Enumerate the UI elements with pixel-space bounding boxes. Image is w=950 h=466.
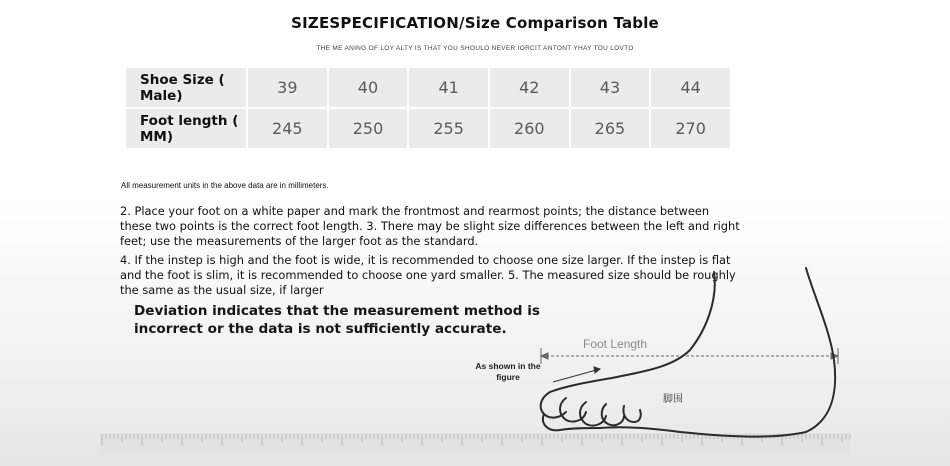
page-title: SIZESPECIFICATION/Size Comparison Table [291,14,659,32]
table-cell: 44 [650,67,731,108]
table-cell: 41 [408,67,489,108]
instruction-paragraph-2-3: 2. Place your foot on a white paper and mark the frontmost and rearmost points; the distance between these two points is the correct foot length. 3. There may be slight size differences between the left and right feet; use the measurements of the larger foot as the standard. [120,204,740,249]
table-cell: 39 [247,67,328,108]
table-cell: 255 [408,108,489,149]
table-cell: 265 [570,108,651,149]
foot-outline-icon [541,268,836,437]
pointer-arrow [553,367,600,382]
foot-girth-label: 脚围 [663,394,683,405]
instruction-paragraph-4-5: 4. If the instep is high and the foot is wide, it is recommended to choose one size larger. If the instep is flat and the foot is slim, it is recommended to choose one yard smaller. 5. The measured size should be roughly the same as the usual size, if larger [120,253,736,298]
table-cell: 250 [328,108,409,149]
page-subtitle: THE ME ANING OF LOY ALTY IS THAT YOU SHOULO NEVER IORCIT ANTONT YHAY TOU LOVTO [316,45,634,52]
row-label-shoe-size: Shoe Size ( Male) [125,67,247,108]
table-cell: 40 [328,67,409,108]
table-cell: 245 [247,108,328,149]
foot-length-label: Foot Length [583,337,648,351]
deviation-note: Deviation indicates that the measurement method is incorrect or the data is not sufficiently accurate. [134,303,540,337]
as-shown-label: As shown in the figure [475,361,541,382]
table-cell: 270 [650,108,731,149]
table-cell: 260 [489,108,570,149]
table-cell: 42 [489,67,570,108]
row-label-foot-length: Foot length ( MM) [125,108,247,149]
table-cell: 43 [570,67,651,108]
units-note: All measurement units in the above data are in millimeters. [121,181,329,190]
